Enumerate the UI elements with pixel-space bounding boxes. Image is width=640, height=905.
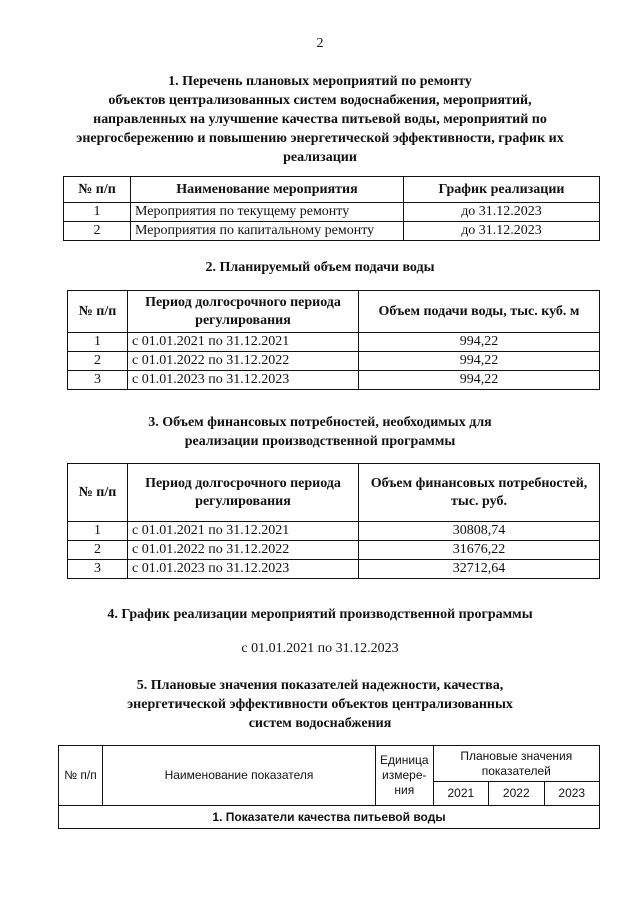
cell-period: с 01.01.2022 по 31.12.2022 <box>128 352 359 371</box>
col-header-num: № п/п <box>68 291 128 333</box>
cell-num: 3 <box>68 371 128 390</box>
col-header-finance: Объем финансовых потребностей, тыс. руб. <box>359 464 600 522</box>
table-row <box>68 522 600 541</box>
section3-title-line: реализации производственной программы <box>184 434 456 449</box>
cell-volume: 994,22 <box>359 333 600 352</box>
cell-num: 1 <box>64 203 131 222</box>
cell-schedule: до 31.12.2023 <box>404 203 600 222</box>
section1-title-line: объектов централизованных систем водоснабжения, мероприятий, <box>108 93 532 108</box>
cell-num: 2 <box>68 352 128 371</box>
table-row <box>68 352 600 371</box>
section1-title-line: 1. Перечень плановых мероприятий по ремонту <box>168 74 472 89</box>
table-header-row <box>64 177 600 203</box>
col-header-name: Наименование мероприятия <box>131 177 404 203</box>
section5-title-line: энергетической эффективности объектов централизованных <box>127 697 513 712</box>
cell-num: 2 <box>68 541 128 560</box>
col-header-year: 2022 <box>489 782 544 806</box>
section3-title-line: 3. Объем финансовых потребностей, необходимых для <box>148 415 492 430</box>
col-header-num: № п/п <box>64 177 131 203</box>
cell-num: 3 <box>68 560 128 579</box>
col-header-period: Период долгосрочного периода регулирования <box>128 291 359 333</box>
section4-title-text: 4. График реализации мероприятий производственной программы <box>107 607 533 622</box>
section4-title <box>30 605 610 624</box>
cell-period: с 01.01.2023 по 31.12.2023 <box>128 371 359 390</box>
section2-title-text: 2. Планируемый объем подачи воды <box>205 260 435 275</box>
cell-period: с 01.01.2023 по 31.12.2023 <box>128 560 359 579</box>
table-section-row <box>59 806 600 829</box>
table-row <box>68 333 600 352</box>
table-row <box>64 222 600 241</box>
col-header-unit: Единица измере-ния <box>376 746 434 806</box>
section5-title <box>30 676 610 733</box>
col-header-period: Период долгосрочного периода регулирования <box>128 464 359 522</box>
table-row <box>64 203 600 222</box>
col-header-year: 2023 <box>544 782 600 806</box>
page-number: 2 <box>316 36 324 51</box>
col-header-indicator: Наименование показателя <box>103 746 376 806</box>
cell-name: Мероприятия по текущему ремонту <box>131 203 404 222</box>
cell-finance: 30808,74 <box>359 522 600 541</box>
section1-title-line: реализации <box>283 150 357 165</box>
section1-title-line: направленных на улучшение качества питьевой воды, мероприятий по <box>93 112 547 127</box>
col-header-volume: Объем подачи воды, тыс. куб. м <box>359 291 600 333</box>
col-header-year: 2021 <box>433 782 488 806</box>
cell-volume: 994,22 <box>359 371 600 390</box>
col-header-planned: Плановые значения показателей <box>433 746 599 782</box>
cell-period: с 01.01.2021 по 31.12.2021 <box>128 522 359 541</box>
section4-period: с 01.01.2021 по 31.12.2023 <box>241 641 399 656</box>
subsection-title: 1. Показатели качества питьевой воды <box>59 806 600 829</box>
col-header-num: № п/п <box>68 464 128 522</box>
cell-schedule: до 31.12.2023 <box>404 222 600 241</box>
section3-table <box>67 463 600 579</box>
cell-finance: 32712,64 <box>359 560 600 579</box>
table-header-row <box>59 746 600 782</box>
cell-volume: 994,22 <box>359 352 600 371</box>
col-header-num: № п/п <box>59 746 103 806</box>
section1-title <box>30 72 610 167</box>
section5-title-line: систем водоснабжения <box>248 716 392 731</box>
table-header-row <box>68 464 600 522</box>
cell-period: с 01.01.2021 по 31.12.2021 <box>128 333 359 352</box>
section1-table <box>63 176 600 241</box>
cell-finance: 31676,22 <box>359 541 600 560</box>
section3-title <box>30 413 610 451</box>
table-row <box>68 371 600 390</box>
cell-num: 1 <box>68 522 128 541</box>
section2-table <box>67 290 600 390</box>
table-header-row <box>68 291 600 333</box>
section1-title-line: энергосбережению и повышению энергетической эффективности, график их <box>76 131 564 146</box>
table-row <box>68 560 600 579</box>
table-row <box>68 541 600 560</box>
section5-table <box>58 745 600 829</box>
cell-period: с 01.01.2022 по 31.12.2022 <box>128 541 359 560</box>
section5-title-line: 5. Плановые значения показателей надежности, качества, <box>136 678 504 693</box>
cell-num: 2 <box>64 222 131 241</box>
cell-name: Мероприятия по капитальному ремонту <box>131 222 404 241</box>
section2-title <box>30 258 610 277</box>
cell-num: 1 <box>68 333 128 352</box>
col-header-schedule: График реализации <box>404 177 600 203</box>
